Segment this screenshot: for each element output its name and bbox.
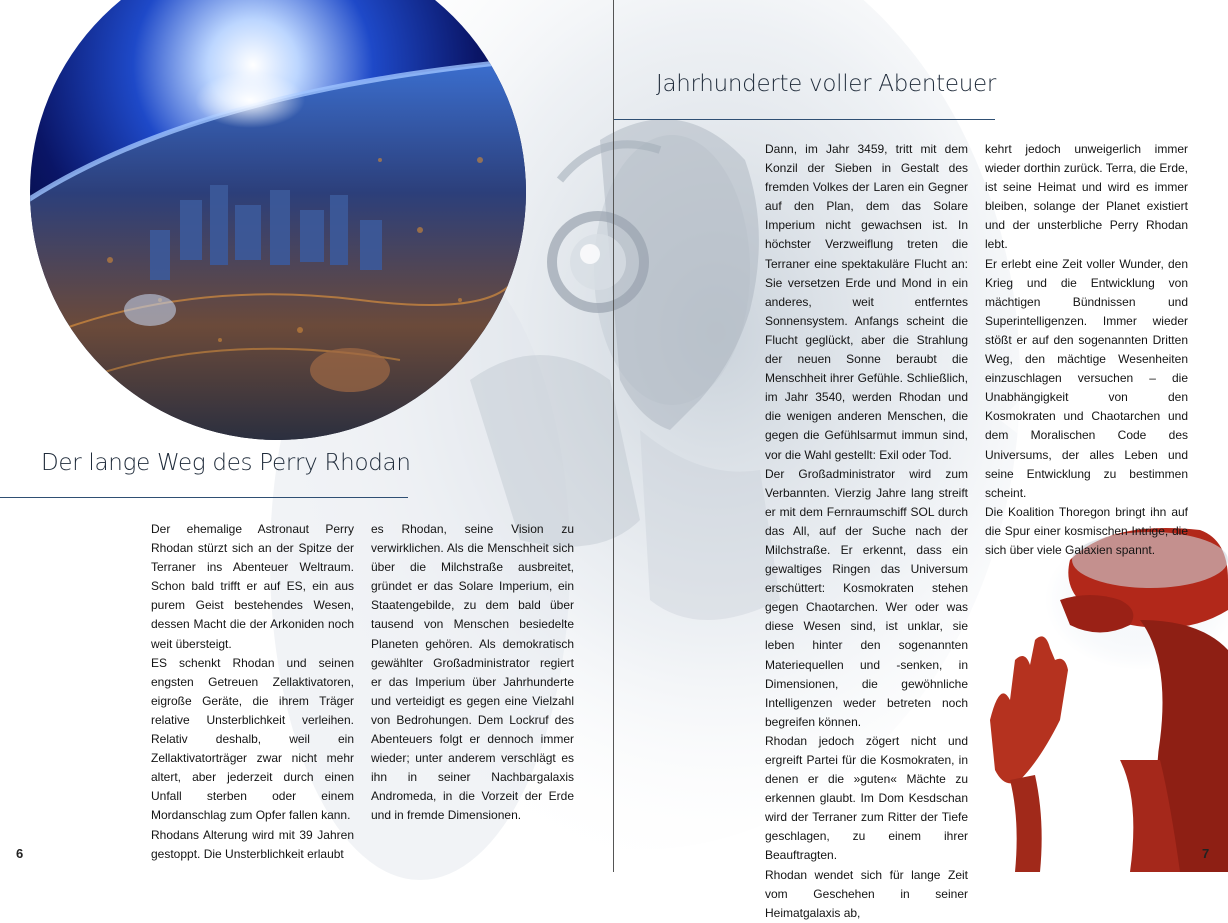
right-heading-rule [614,119,995,120]
page-number-right: 7 [1202,846,1210,861]
red-alien-illustration [990,528,1228,872]
paragraph: Der ehemalige Astronaut Perry Rhodan stürzt sich an der Spitze der Terraner ins Abenteuer Weltraum. Schon bald trifft er auf ES, ein aus purem Geist bestehendes Wesen, dessen Macht die der Arkoniden noch weit übersteigt. [151,522,354,651]
left-heading-rule [0,497,408,498]
paragraph: kehrt jedoch unweigerlich immer wieder dorthin zurück. Terra, die Erde, ist seine Heimat und wird es immer bleiben, solange der Planet existiert und der unsterbliche Perry Rhodan lebt. [985,142,1188,252]
right-page-heading: Jahrhunderte voller Abenteuer [656,71,997,97]
left-page-heading: Der lange Weg des Perry Rhodan [41,450,411,476]
page-number-left: 6 [16,846,24,861]
paragraph: Rhodans Alterung wird mit 39 Jahren gestoppt. Die Unsterblichkeit erlaubt [151,827,354,861]
paragraph: Er erlebt eine Zeit voller Wunder, den Krieg und die Entwicklung von mächtigen Bündnissen und Superintelligenzen. Immer wieder stößt er auf den sogenannten Dritten Weg, den mächtige Wesenheiten einzuschlagen versuchen – die Unabhängigkeit von den Kosmokraten und Chaotarchen und dem Moralischen Code des Universums, der alles Leben und seine Entwicklung zu bestimmen scheint. [985,256,1188,500]
right-page-column-2 [985,140,1188,560]
paragraph: ES schenkt Rhodan und seinen engsten Getreuen Zellaktivatoren, eigroße Geräte, die ihrem Träger relative Unsterblichkeit verleihen. Relativ deshalb, weil ein Zellaktivatorträger zwar nicht mehr altert, aber jederzeit durch einen Unfall sterben oder einem Mordanschlag zum Opfer fallen kann. [151,655,354,823]
paragraph: es Rhodan, seine Vision zu verwirklichen. Als die Menschheit sich über die Milchstraße ausbreitet, gründet er das Solare Imperium, ein Staatengebilde, zu dem bald über tausend von Menschen besiedelte Planeten gehören. Als demokratisch gewählter Großadministrator regiert er das Imperium über Jahrhunderte und verteidigt es gegen eine Vielzahl von Bedrohungen. Dem Lockruf des Abenteuers folgt er dennoch immer wieder; unter anderem verschlägt es ihn in seiner Nachbargalaxis Andromeda, in die Vorzeit der Erde und in fremde Dimensionen. [371,522,574,823]
paragraph: Dann, im Jahr 3459, tritt mit dem Konzil der Sieben in Gestalt des fremden Volkes der Laren ein Gegner auf den Plan, dem das Solare Imperium nicht gewachsen ist. In höchster Verzweiflung treten die Terraner eine spektakuläre Flucht an: Sie versetzen Erde und Mond in ein anderes, weit entferntes Sonnensystem. Anfangs scheint die Flucht geglückt, aber die Strahlung der neuen Sonne beraubt die Menschheit ihrer Gefühle. Schließlich, im Jahr 3540, werden Rhodan und die wenigen anderen Menschen, die gegen die Gefühlsarmut immun sind, vor die Wahl gestellt: Exil oder Tod. [765,142,968,462]
paragraph: Der Großadministrator wird zum Verbannten. Vierzig Jahre lang streift er mit dem Fernraumschiff SOL durch das All, auf der Suche nach der Milchstraße. Er erkennt, dass ein gewaltiges Ringen das Universum erschüttert: Kosmokraten stehen gegen Chaotarchen. Wer oder was diese Wesen sind, ist unklar, sie leben hinter den sogenannten Materiequellen und -senken, in Dimensionen, die gewöhnliche Intelligenzen weder betreten noch begreifen können. [765,466,968,729]
left-page-column-2 [371,520,574,826]
paragraph: Die Koalition Thoregon bringt ihn auf die Spur einer kosmischen Intrige, die sich über viele Galaxien spannt. [985,504,1188,557]
paragraph: Rhodan wendet sich für lange Zeit vom Geschehen in seiner Heimatgalaxis ab, [765,867,968,920]
left-page-column-1 [151,520,354,864]
page-gutter-divider [613,0,614,872]
paragraph: Rhodan jedoch zögert nicht und ergreift Partei für die Kosmokraten, in denen er die »guten« Mächte zu erkennen glaubt. Im Dom Kesdschan wird der Terraner zum Ritter der Tiefe geschlagen, zu einem ihrer Beauftragten. [765,733,968,863]
right-page-column-1 [765,140,968,923]
